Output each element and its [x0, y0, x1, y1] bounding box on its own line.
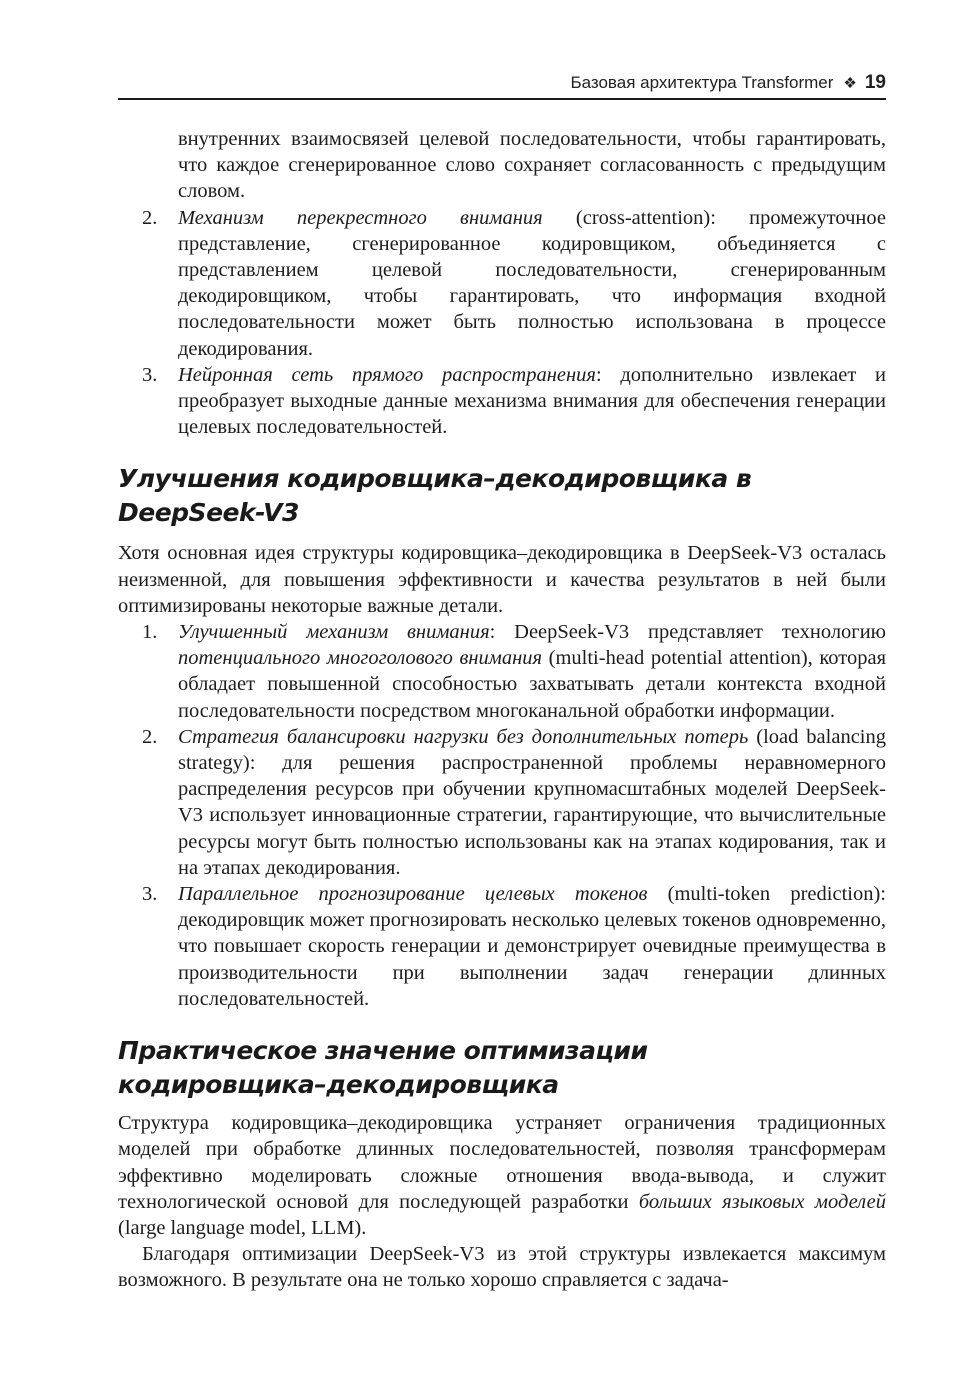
- list-item: [142, 362, 886, 441]
- section-heading: [118, 1034, 886, 1102]
- list-item-continuation: внутренних взаимосвязей целевой последовательности, чтобы гарантировать, что каждое сгенерированное слово сохраняет согласованность с предыдущим словом.: [178, 128, 886, 203]
- list-text: (cross-attention): промежуточное представление, сгенерированное кодировщиком, объединяется с представлением целевой последовательности, сгенерированным декодировщиком, чтобы гарантировать, что информация входной последовательности может быть полностью использована в процессе декодирования.: [178, 206, 886, 360]
- paragraph-text: Структура кодировщика–декодировщика устраняет ограничения традиционных моделей при обработке длинных последовательностей, позволяя трансформерам эффективно моделировать сложные отношения ввода-вывода, и служит технологической основой для последующей разработки: [118, 1112, 886, 1213]
- diamond-ornament-icon: ❖: [843, 75, 857, 92]
- list-term: Механизм перекрестного внимания: [178, 206, 543, 229]
- list-number: 1.: [142, 621, 158, 644]
- list-term-secondary: потенциального многоголового внимания: [178, 647, 543, 670]
- paragraph: [118, 1110, 886, 1241]
- header-right: [570, 72, 886, 94]
- section-heading: Улучшения кодировщика–декодировщика в DeepSeek-V3: [118, 464, 752, 528]
- section-intro: Хотя основная идея структуры кодировщика–декодировщика в DeepSeek-V3 осталась неизменной, для повышения эффективности и качества результатов в ней были оптимизированы некоторые важные детали.: [118, 542, 886, 617]
- list-text: : дополнительно извлекает и преобразует выходные данные механизма внимания для обеспечения генерации целевых последовательностей.: [178, 363, 886, 439]
- page-body: [118, 126, 886, 1294]
- list-number: 2.: [142, 725, 158, 748]
- paragraph: Благодаря оптимизации DeepSeek-V3 из этой структуры извлекается максимум возможного. В результате она не только хорошо справляется с задача-: [118, 1243, 886, 1292]
- paragraph-term: больших языковых моделей: [638, 1190, 886, 1213]
- list-text: (load balancing strategy): для решения распространенной проблемы неравномерного распределения ресурсов при обучении крупномасштабных моделей DeepSeek-V3 использует инновационные стратегии, гарантирующие, что вычислительные ресурсы могут быть полностью использованы как на этапах кодирования, так и на этапах декодирования.: [178, 725, 886, 879]
- list-text: (multi-head potential attention), которая обладает повышенной способностью захватывать детали контекста входной последовательности посредством многоканальной обработки информации.: [178, 647, 886, 722]
- page-number: 19: [864, 72, 886, 93]
- list-term: Улучшенный механизм внимания: [178, 621, 490, 644]
- list-term: Нейронная сеть прямого распространения: [178, 363, 596, 386]
- list-item: [142, 724, 886, 881]
- paragraph-text: (large language model, LLM).: [118, 1216, 367, 1239]
- list-item: [142, 881, 886, 1012]
- section-heading-line: Практическое значение оптимизации: [118, 1036, 648, 1066]
- list-term: Параллельное прогнозирование целевых токенов: [178, 883, 648, 906]
- list-item: [142, 619, 886, 724]
- list-number: 2.: [142, 206, 158, 229]
- running-header: [118, 70, 886, 100]
- list-number: 3.: [142, 883, 158, 906]
- list-number: 3.: [142, 363, 158, 386]
- section-heading-line: кодировщика–декодировщика: [118, 1070, 559, 1100]
- list-item: [142, 205, 886, 362]
- list-term: Стратегия балансировки нагрузки без дополнительных потерь: [178, 725, 749, 748]
- list-text: : DeepSeek-V3 представляет технологию: [489, 621, 886, 644]
- list-text: (multi-token prediction): декодировщик может прогнозировать несколько целевых токенов одновременно, что повышает скорость генерации и демонстрирует очевидные преимущества в производительности при выполнении задач генерации длинных последовательностей.: [178, 883, 886, 1010]
- running-title: Базовая архитектура Transformer: [570, 73, 834, 92]
